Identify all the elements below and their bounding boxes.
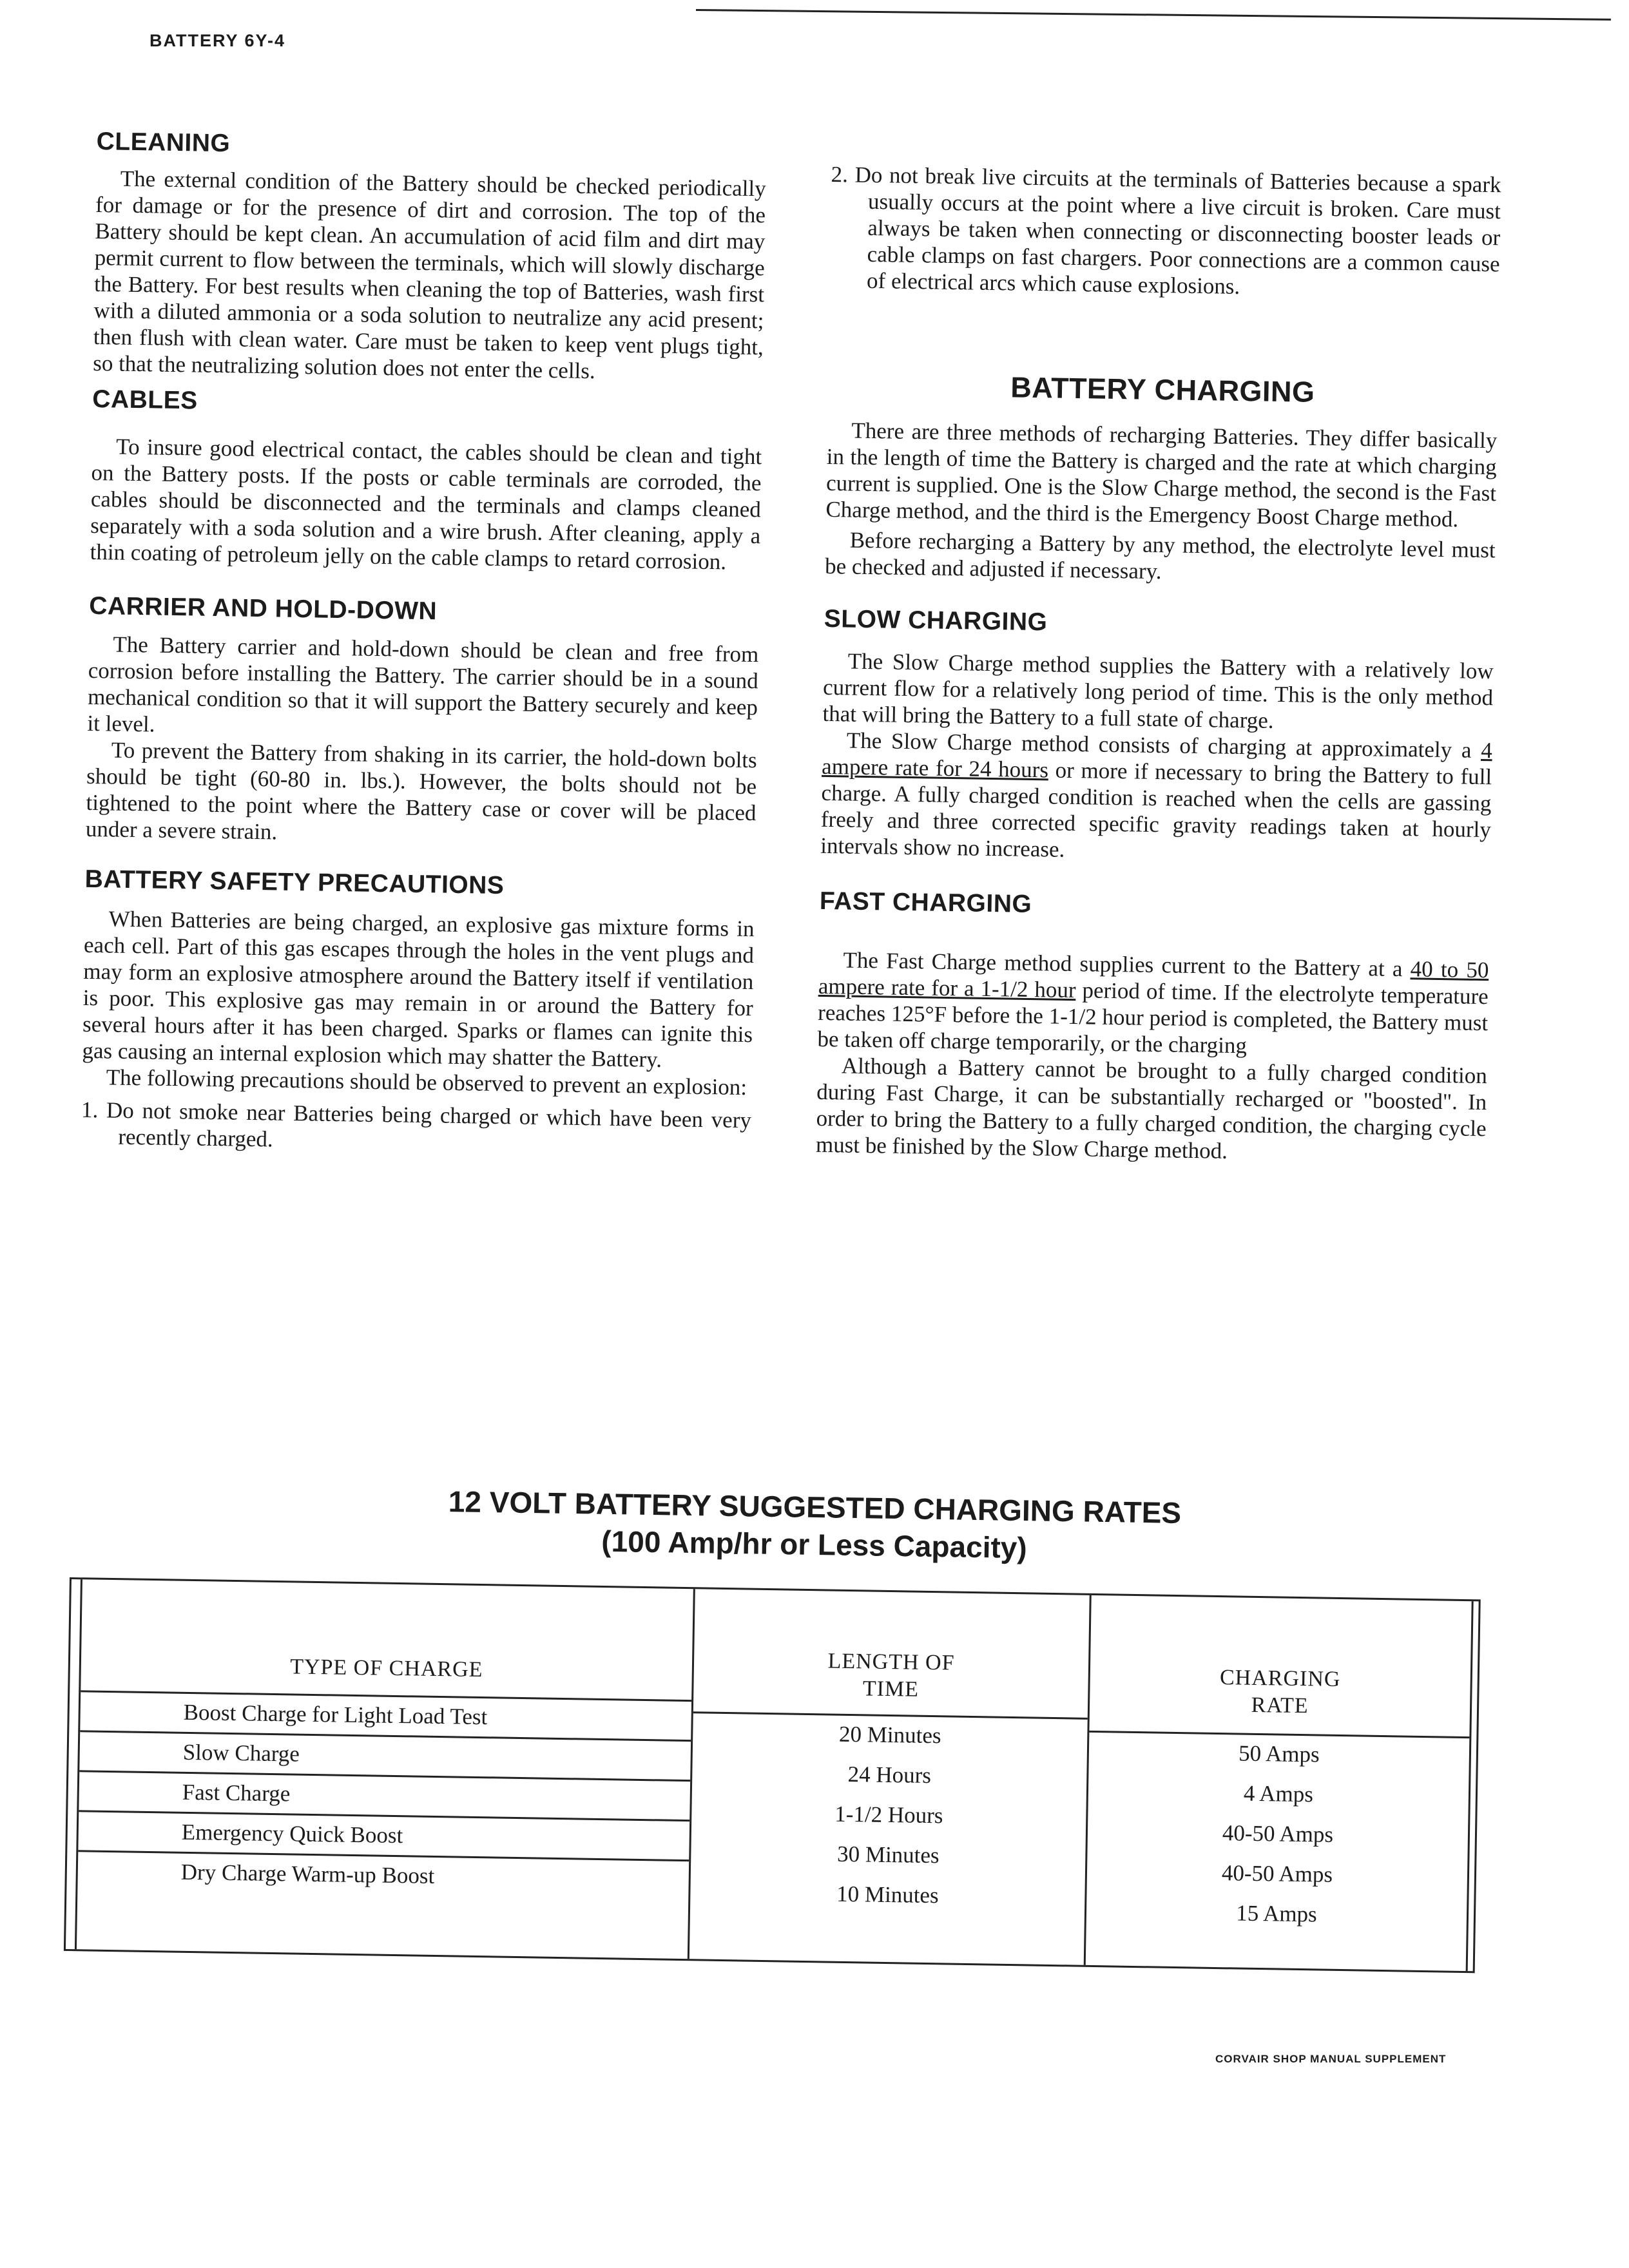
cell-rate-5: 15 Amps	[1235, 1900, 1318, 1927]
heading-cables: CABLES	[92, 385, 198, 415]
carrier-text-1: The Battery carrier and hold-down should be clean and free from corrosion before installing the Battery. The carrier should be in a sound mechanical condition so that it will support the Battery securely and keep it level.	[87, 631, 759, 737]
left-column	[81, 128, 767, 1160]
fast-text-1: The Fast Charge method supplies current to the Battery at a 40 to 50 ampere rate for a 1-1/2 hour period of time. If the electrolyte temperature reaches 125°F before the 1-1/2 hour period is completed, the Battery must be taken off charge temporarily, or the charging	[817, 947, 1489, 1059]
cell-rate-3: 40-50 Amps	[1222, 1820, 1334, 1847]
slow-text-2: The Slow Charge method consists of charging at approximately a 4 ampere rate for 24 hours or more if necessary to bring the Battery to full charge. A fully charged condition is reached when the cells are gassing freely and three corrected specific gravity readings taken at hourly intervals show no increase.	[820, 727, 1493, 862]
header-charging-rate-1: CHARGING	[1219, 1666, 1341, 1691]
header-type-of-charge: TYPE OF CHARGE	[289, 1655, 483, 1682]
cell-type-1: Boost Charge for Light Load Test	[183, 1699, 488, 1730]
right-column	[816, 161, 1501, 1168]
charging-text-1: There are three methods of recharging Batteries. They differ basically in the length of time the Battery is charged and the rate at which charging current is supplied. One is the Slow Charge method, the second is the Fast Charge method, and the third is the Emergency Boost Charge method.	[825, 418, 1498, 532]
table-title-line-1: 12 VOLT BATTERY SUGGESTED CHARGING RATES	[448, 1485, 1182, 1530]
cell-type-3: Fast Charge	[182, 1779, 291, 1807]
header-length-of-time-1: LENGTH OF	[827, 1649, 955, 1675]
cell-type-5: Dry Charge Warm-up Boost	[180, 1859, 435, 1888]
cell-rate-1: 50 Amps	[1238, 1740, 1320, 1767]
precaution-item-1: 1. Do not smoke near Batteries being charged or which have been very recently charged.	[81, 1097, 752, 1152]
cleaning-text: The external condition of the Battery should be checked periodically for damage or for the presence of dirt and corrosion. The top of the Battery should be kept clean. An accumulation of acid film and dirt may permit current to flow between the terminals, which will slowly discharge the Battery. For best results when cleaning the top of Batteries, wash first with a diluted ammonia or a soda solution to neutralize any acid present; then flush with clean water. Care must be taken to keep vent plugs tight, so that the neutralizing solution does not enter the cells.	[92, 166, 766, 384]
column-length-of-time	[689, 1589, 1090, 1965]
heading-battery-charging: BATTERY CHARGING	[1010, 370, 1315, 408]
heading-cleaning: CLEANING	[96, 128, 231, 158]
table-title	[0, 1475, 1629, 1576]
cell-type-2: Slow Charge	[182, 1739, 300, 1767]
column-charging-rate	[1084, 1595, 1474, 1971]
safety-text-2: The following precautions should be observed to prevent an explosion:	[106, 1064, 747, 1100]
heading-carrier: CARRIER AND HOLD-DOWN	[88, 591, 438, 626]
safety-text-1: When Batteries are being charged, an explosive gas mixture forms in each cell. Part of this gas escapes through the holes in the vent plugs and may form an explosive atmosphere around the Battery itself if ventilation is poor. This explosive gas may remain in or around the Battery for several hours after it has been charged. Sparks or flames can ignite this gas causing an internal explosion which may shatter the Battery.	[82, 906, 755, 1072]
table-title-line-2: (100 Amp/hr or Less Capacity)	[601, 1524, 1028, 1565]
precaution-item-2: 2. Do not break live circuits at the terminals of Batteries because a spark usually occurs at the point where a live circuit is broken. Care must always be taken when connecting or disconnecting booster leads or cable clamps on fast chargers. Poor connections are a common cause of electrical arcs which cause explosions.	[831, 161, 1501, 299]
charging-text-2: Before recharging a Battery by any method, the electrolyte level must be checked and adjusted if necessary.	[824, 527, 1496, 584]
heading-slow-charging: SLOW CHARGING	[824, 604, 1048, 637]
page-footer: CORVAIR SHOP MANUAL SUPPLEMENT	[1215, 2053, 1447, 2065]
cell-time-2: 24 Hours	[847, 1762, 932, 1789]
column-type-of-charge	[75, 1579, 695, 1959]
header-charging-rate-2: RATE	[1251, 1693, 1309, 1718]
page-header: BATTERY 6Y-4	[149, 31, 286, 50]
slow-rate-underlined: 4 ampere rate for 24 hours	[821, 737, 1493, 783]
cell-time-1: 20 Minutes	[838, 1721, 941, 1749]
cell-time-5: 10 Minutes	[836, 1881, 939, 1908]
cables-text: To insure good electrical contact, the cables should be clean and tight on the Battery posts. If the posts or cable terminals are corroded, the cables should be disconnected and the terminals and clamps cleaned separately with a soda solution and a wire brush. After cleaning, apply a thin coating of petroleum jelly on the cable clamps to retard corrosion.	[90, 434, 762, 575]
heading-fast-charging: FAST CHARGING	[819, 887, 1032, 919]
cell-time-4: 30 Minutes	[836, 1841, 940, 1869]
cell-time-3: 1-1/2 Hours	[834, 1801, 943, 1829]
header-rule	[696, 9, 1611, 21]
heading-safety: BATTERY SAFETY PRECAUTIONS	[84, 865, 505, 900]
header-length-of-time-2: TIME	[862, 1677, 920, 1702]
fast-text-2: Although a Battery cannot be brought to a fully charged condition during Fast Charge, it can be substantially recharged or "boosted". In order to bring the Battery to a fully charged condition, the charging cycle must be finished by the Slow Charge method.	[815, 1053, 1488, 1164]
cell-rate-4: 40-50 Amps	[1221, 1860, 1333, 1887]
charging-rates-table	[64, 1577, 1481, 1973]
slow-text-1: The Slow Charge method supplies the Battery with a relatively low current flow for a relatively long period of time. This is the only method that will bring the Battery to a full state of charge.	[822, 648, 1494, 733]
cell-rate-2: 4 Amps	[1243, 1780, 1314, 1807]
fast-rate-underlined: 40 to 50 ampere rate for a 1-1/2 hour	[818, 956, 1489, 1003]
cell-type-4: Emergency Quick Boost	[181, 1819, 403, 1849]
carrier-text-2: To prevent the Battery from shaking in its carrier, the hold-down bolts should be tight (60-80 in. lbs.). However, the bolts should not be tightened to the point where the Battery case or cover will be placed under a severe strain.	[85, 737, 758, 845]
